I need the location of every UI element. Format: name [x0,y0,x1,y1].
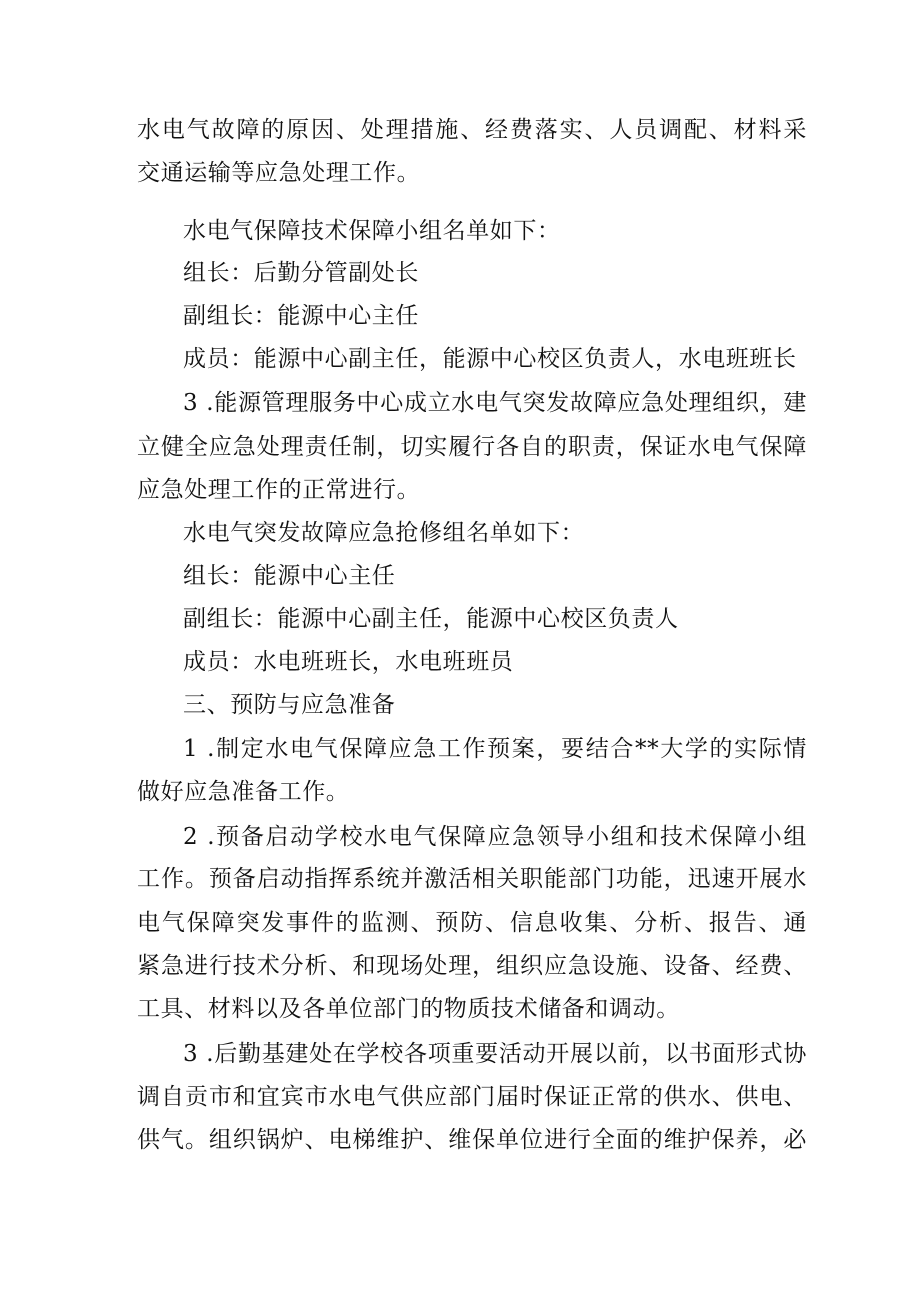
text-line: 水电气故障的原因、处理措施、经费落实、人员调配、材料采 [137,117,807,143]
section-heading: 三、预防与应急准备 [183,692,396,718]
text-line: 3 .后勤基建处在学校各项重要活动开展以前，以书面形式协 [183,1041,807,1067]
text-line: 工作。预备启动指挥系统并激活相关职能部门功能，迅速开展水 [137,866,807,892]
text-line: 3 .能源管理服务中心成立水电气突发故障应急处理组织，建 [183,390,807,416]
text-line: 水电气保障技术保障小组名单如下： [183,218,561,244]
text-line: 副组长：能源中心主任 [183,303,419,329]
text-line: 副组长：能源中心副主任，能源中心校区负责人 [183,606,679,632]
text-line: 电气保障突发事件的监测、预防、信息收集、分析、报告、通 [137,910,807,936]
text-line: 工具、材料以及各单位部门的物质技术储备和调动。 [137,996,680,1022]
text-line: 2 .预备启动学校水电气保障应急领导小组和技术保障小组 [183,824,807,850]
text-line: 供气。组织锅炉、电梯维护、维保单位进行全面的维护保养，必 [137,1127,807,1153]
text-line: 应急处理工作的正常进行。 [137,477,421,503]
text-line: 组长：能源中心主任 [183,563,396,589]
text-line: 调自贡市和宜宾市水电气供应部门届时保证正常的供水、供电、 [137,1084,807,1110]
text-line: 紧急进行技术分析、和现场处理，组织应急设施、设备、经费、 [137,953,807,979]
text-line: 成员：水电班班长，水电班班员 [183,649,514,675]
text-line: 成员：能源中心副主任，能源中心校区负责人，水电班班长 [183,346,797,372]
text-line: 水电气突发故障应急抢修组名单如下： [183,520,585,546]
text-line: 1 .制定水电气保障应急工作预案，要结合**大学的实际情 [183,736,807,762]
text-line: 组长：后勤分管副处长 [183,260,419,286]
text-line: 做好应急准备工作。 [137,779,350,805]
text-line: 立健全应急处理责任制，切实履行各自的职责，保证水电气保障 [137,434,807,460]
text-line: 交通运输等应急处理工作。 [137,160,421,186]
